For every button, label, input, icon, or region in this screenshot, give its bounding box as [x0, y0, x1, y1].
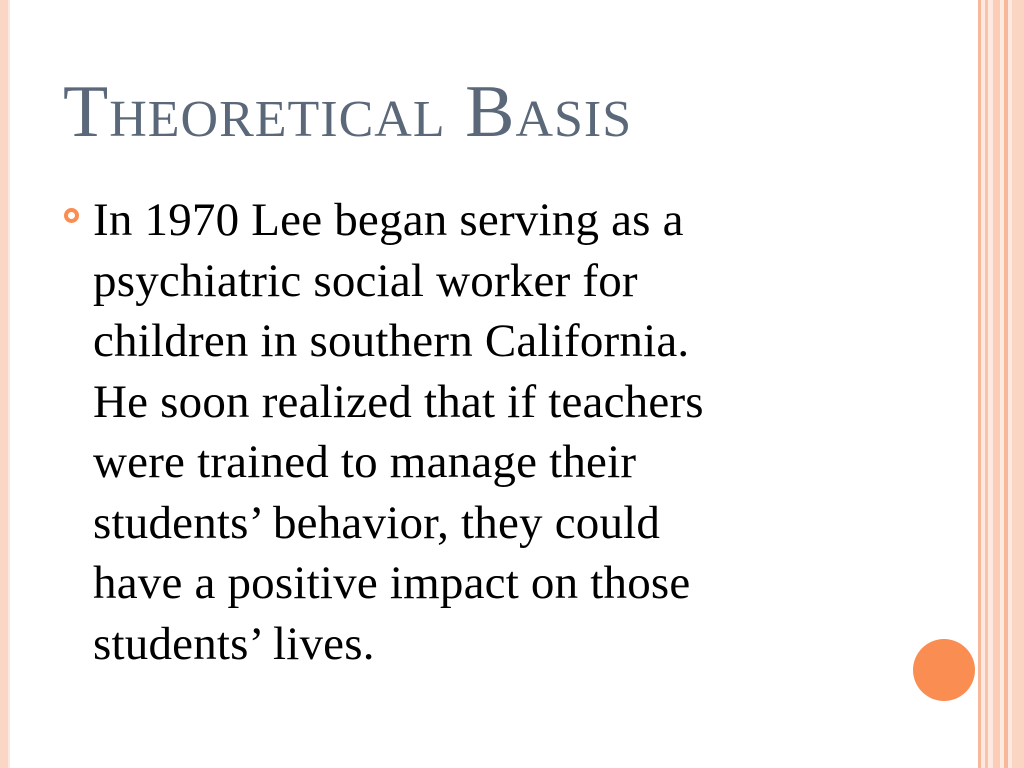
right-stripe — [985, 0, 988, 768]
right-stripe — [978, 0, 981, 768]
text-line: psychiatric social worker for — [93, 254, 638, 307]
left-border-highlight — [8, 0, 10, 768]
text-line: have a positive impact on those — [93, 557, 691, 609]
bullet-text — [93, 190, 874, 674]
right-stripe — [993, 0, 1000, 768]
right-stripe — [1012, 0, 1024, 768]
text-line: were trained to manage their — [93, 436, 637, 488]
text-line: In 1970 Lee began serving as a — [93, 194, 684, 246]
text-line: He soon realized that if teachers — [93, 375, 704, 428]
decorative-circle-icon — [913, 639, 975, 701]
slide-title: Theoretical Basis — [63, 71, 633, 153]
text-line: children in southern California. — [93, 315, 690, 367]
text-line: students’ lives. — [93, 617, 375, 670]
bullet-item — [64, 190, 874, 674]
text-line: students’ behavior, they could — [93, 496, 661, 549]
slide-body — [64, 190, 874, 674]
left-border-stripe — [0, 0, 8, 768]
ring-bullet-icon — [64, 208, 79, 223]
right-stripe — [1004, 0, 1008, 768]
